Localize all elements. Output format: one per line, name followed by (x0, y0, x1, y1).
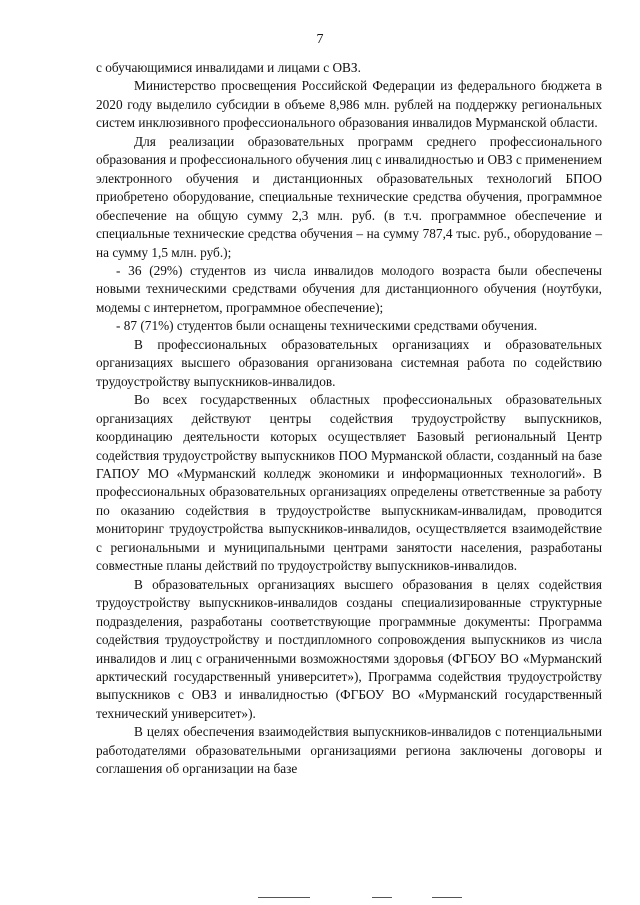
footer-divider-mark (372, 897, 392, 898)
list-item-students-provided: - 36 (29%) студентов из числа инвалидов молодого возраста были обеспечены новыми техническими средствами обучения для дистанционного обучения (ноутбуки, модемы с интернетом, программное обеспечение); (96, 262, 602, 315)
paragraph-federal-subsidy: Министерство просвещения Российской Федерации из федерального бюджета в 2020 году выделило субсидии в объеме 8,986 млн. рублей на поддержку региональных систем инклюзивного профессионального образования инвалидов Мурманской области. (96, 78, 602, 131)
list-item-students-equipped: - 87 (71%) студентов были оснащены техническими средствами обучения. (116, 318, 538, 334)
paragraph-employer-interaction: В целях обеспечения взаимодействия выпускников-инвалидов с потенциальными работодателями образовательными организациями региона заключены договоры и соглашения об организации на базе (96, 724, 602, 777)
footer-divider-mark (258, 897, 310, 898)
page-number: 7 (316, 32, 324, 47)
document-body (96, 59, 602, 779)
footer-divider-mark (432, 897, 462, 898)
paragraph-employment-centers: Во всех государственных областных профессиональных образовательных организациях действуют центры содействия трудоустройству выпускников, координацию деятельности которых осуществляет Базовый региональный Центр содействия трудоустройству выпускников ПОО Мурманской области, созданный на базе ГАПОУ МО «Мурманский колледж экономики и информационных технологий». В профессиональных образовательных организациях определены ответственные за работу по оказанию содействия в трудоустройстве выпускникам-инвалидам, проводится мониторинг трудоустройства выпускников-инвалидов, осуществляется взаимодействие с региональными и муниципальными центрами занятости населения, разработаны совместные планы действий по трудоустройству выпускников-инвалидов. (96, 392, 602, 574)
paragraph-systemic-work: В профессиональных образовательных организациях и образовательных организациях высшего образования организована системная работа по содействию трудоустройству выпускников-инвалидов. (96, 336, 602, 389)
paragraph-continuation: с обучающимися инвалидами и лицами с ОВЗ. (96, 60, 361, 75)
paragraph-higher-education: В образовательных организациях высшего образования в целях содействия трудоустройству выпускников-инвалидов созданы специализированные структурные подразделения, разработаны соответствующие программные документы: Программа содействия трудоустройству и постдипломного сопровождения выпускников из числа инвалидов и лиц с ограниченными возможностями здоровья (ФГБОУ ВО «Мурманский арктический государственный университет»), Программа содействия трудоустройству выпускников с ОВЗ и инвалидностью (ФГБОУ ВО «Мурманский государственный технический университет»). (96, 576, 602, 721)
paragraph-equipment-purchase: Для реализации образовательных программ среднего профессионального образования и профессионального обучения лиц с инвалидностью и ОВЗ с применением электронного обучения и дистанционных образовательных технологий БПОО приобретено оборудование, специальные технические средства обучения, программное обеспечение на общую сумму 2,3 млн. руб. (в т.ч. программное обеспечение и специальные технические средства обучения – на сумму 787,4 тыс. руб., оборудование – на сумму 1,5 млн. руб.); (96, 133, 602, 260)
